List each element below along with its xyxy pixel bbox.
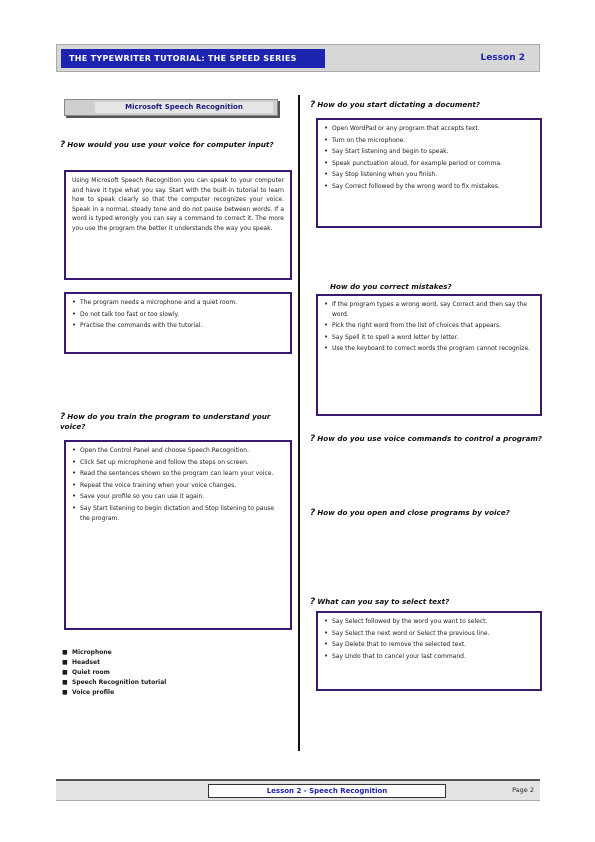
list-item: • If the program types a wrong word, say Correct and then say the word. xyxy=(324,300,534,319)
lesson-label: Lesson 2 xyxy=(480,53,525,63)
tips-box xyxy=(64,292,292,354)
question-heading: ? What can you say to select text? xyxy=(310,597,450,607)
question-heading: ? How do you open and close programs by voice? xyxy=(310,508,510,518)
list-item: • Open WordPad or any program that accepts text. xyxy=(324,124,534,134)
question-heading: ? How do you train the program to understand your voice? xyxy=(60,412,271,431)
list-item: • Say Spell it to spell a word letter by letter. xyxy=(324,333,534,343)
training-steps-box xyxy=(64,440,292,630)
list-item: ■ Headset xyxy=(62,658,262,668)
list-item: • The program needs a microphone and a quiet room. xyxy=(72,298,284,308)
page-number: Page 2 xyxy=(512,786,534,794)
question-heading: ? How do you use voice commands to control a program? xyxy=(310,434,542,444)
column-divider xyxy=(298,95,300,751)
intro-box xyxy=(64,170,292,280)
list-item: ■ Voice profile xyxy=(62,688,262,698)
list-item: • Repeat the voice training when your voice changes. xyxy=(72,481,284,491)
list-item: • Say Start listening and begin to speak. xyxy=(324,147,534,157)
footer-bar xyxy=(56,779,540,801)
list-item: • Speak punctuation aloud, for example period or comma. xyxy=(324,159,534,169)
list-item: • Say Start listening to begin dictation and Stop listening to pause the program. xyxy=(72,504,284,523)
list-item: • Say Select followed by the word you want to select. xyxy=(324,617,534,627)
subheading: How do you correct mistakes? xyxy=(330,282,452,291)
header-title: THE TYPEWRITER TUTORIAL: THE SPEED SERIES xyxy=(61,49,325,68)
list-item: • Pick the right word from the list of choices that appears. xyxy=(324,321,534,331)
list-item: • Turn on the microphone. xyxy=(324,136,534,146)
selection-box xyxy=(316,611,542,691)
dictation-steps-box xyxy=(316,118,542,228)
section-tag-label: Microsoft Speech Recognition xyxy=(95,102,273,113)
list-item: • Do not talk too fast or too slowly. xyxy=(72,310,284,320)
list-item: • Say Correct followed by the wrong word to fix mistakes. xyxy=(324,182,534,192)
list-item: • Practise the commands with the tutorial. xyxy=(72,321,284,331)
list-item: • Click Set up microphone and follow the steps on screen. xyxy=(72,458,284,468)
list-item: • Save your profile so you can use it again. xyxy=(72,492,284,502)
equipment-list xyxy=(62,648,262,698)
list-item: ■ Microphone xyxy=(62,648,262,658)
question-heading: ? How do you start dictating a document? xyxy=(310,100,480,110)
intro-paragraph: Using Microsoft Speech Recognition you can speak to your computer and have it type what you say. Start with the built-in tutorial to learn how to speak clearly so that the computer recognizes your voice. Speak in a normal, steady tone and do not pause between words. If a word is typed wrongly you can say a command to correct it. The more you use the program the better it understands the way you speak. xyxy=(72,177,284,232)
header-bar xyxy=(56,44,540,72)
footer-title: Lesson 2 - Speech Recognition xyxy=(208,784,446,798)
list-item: • Open the Control Panel and choose Speech Recognition. xyxy=(72,446,284,456)
list-item: • Say Undo that to cancel your last command. xyxy=(324,652,534,662)
section-tag xyxy=(64,99,278,116)
list-item: • Say Delete that to remove the selected text. xyxy=(324,640,534,650)
list-item: • Say Select the next word or Select the previous line. xyxy=(324,629,534,639)
list-item: • Use the keyboard to correct words the program cannot recognize. xyxy=(324,344,534,354)
list-item: ■ Speech Recognition tutorial xyxy=(62,678,262,688)
list-item: • Read the sentences shown so the program can learn your voice. xyxy=(72,469,284,479)
list-item: ■ Quiet room xyxy=(62,668,262,678)
list-item: • Say Stop listening when you finish. xyxy=(324,170,534,180)
correction-box xyxy=(316,294,542,416)
question-heading: ? How would you use your voice for computer input? xyxy=(60,140,274,150)
